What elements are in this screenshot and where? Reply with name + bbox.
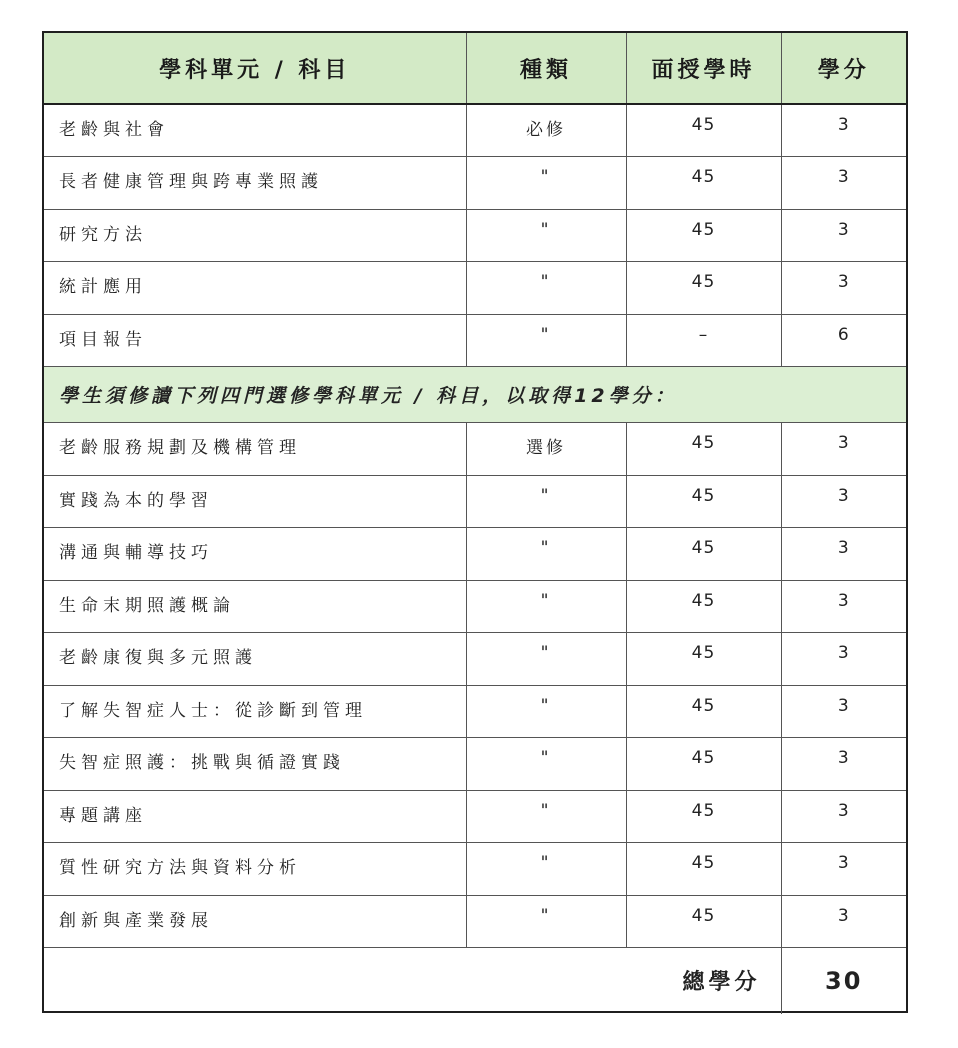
table-body <box>44 104 906 1014</box>
table-row <box>44 528 906 581</box>
subject-hours: 45 <box>626 895 781 948</box>
subject-hours: 45 <box>626 209 781 262</box>
subject-name: 創新與產業發展 <box>44 895 466 948</box>
subject-credits: 3 <box>781 790 906 843</box>
header-contact-hours: 面授學時 <box>626 33 781 104</box>
table-row <box>44 104 906 157</box>
subject-type: " <box>466 895 626 948</box>
table-row <box>44 738 906 791</box>
subject-credits: 3 <box>781 685 906 738</box>
credit-table-container <box>42 31 908 1013</box>
header-credits: 學分 <box>781 33 906 104</box>
subject-credits: 3 <box>781 528 906 581</box>
header-type: 種類 <box>466 33 626 104</box>
subject-name: 了解失智症人士：從診斷到管理 <box>44 685 466 738</box>
subject-credits: 3 <box>781 209 906 262</box>
table-row <box>44 790 906 843</box>
subject-credits: 3 <box>781 157 906 210</box>
table-row <box>44 475 906 528</box>
subject-type: 選修 <box>466 423 626 476</box>
elective-section-heading: 學生須修讀下列四門選修學科單元 / 科目，以取得12學分： <box>44 367 906 423</box>
table-row <box>44 157 906 210</box>
table-header-row <box>44 33 906 104</box>
subject-credits: 3 <box>781 738 906 791</box>
subject-name: 生命末期照護概論 <box>44 580 466 633</box>
subject-type: " <box>466 209 626 262</box>
subject-type: " <box>466 157 626 210</box>
table-row <box>44 843 906 896</box>
subject-name: 失智症照護：挑戰與循證實踐 <box>44 738 466 791</box>
subject-credits: 3 <box>781 104 906 157</box>
subject-hours: 45 <box>626 104 781 157</box>
subject-credits: 3 <box>781 475 906 528</box>
subject-hours: 45 <box>626 580 781 633</box>
subject-hours: 45 <box>626 262 781 315</box>
course-credit-table <box>44 33 906 1014</box>
subject-type: " <box>466 738 626 791</box>
elective-section-row <box>44 367 906 423</box>
header-subject: 學科單元 / 科目 <box>44 33 466 104</box>
subject-name: 研究方法 <box>44 209 466 262</box>
subject-name: 質性研究方法與資料分析 <box>44 843 466 896</box>
table-row <box>44 314 906 367</box>
subject-hours: 45 <box>626 685 781 738</box>
table-row <box>44 209 906 262</box>
subject-name: 溝通與輔導技巧 <box>44 528 466 581</box>
subject-credits: 3 <box>781 423 906 476</box>
subject-name: 老齡康復與多元照護 <box>44 633 466 686</box>
subject-type: " <box>466 314 626 367</box>
subject-name: 實踐為本的學習 <box>44 475 466 528</box>
subject-credits: 3 <box>781 580 906 633</box>
subject-type: " <box>466 685 626 738</box>
subject-type: " <box>466 790 626 843</box>
table-row <box>44 262 906 315</box>
subject-hours: 45 <box>626 528 781 581</box>
subject-name: 項目報告 <box>44 314 466 367</box>
subject-name: 長者健康管理與跨專業照護 <box>44 157 466 210</box>
subject-hours: – <box>626 314 781 367</box>
subject-hours: 45 <box>626 475 781 528</box>
subject-credits: 3 <box>781 843 906 896</box>
subject-hours: 45 <box>626 633 781 686</box>
total-row <box>44 948 906 1014</box>
subject-credits: 3 <box>781 895 906 948</box>
subject-type: " <box>466 633 626 686</box>
subject-name: 老齡與社會 <box>44 104 466 157</box>
subject-name: 統計應用 <box>44 262 466 315</box>
table-row <box>44 580 906 633</box>
subject-credits: 3 <box>781 633 906 686</box>
subject-type: " <box>466 580 626 633</box>
subject-type: " <box>466 475 626 528</box>
subject-name: 老齡服務規劃及機構管理 <box>44 423 466 476</box>
subject-hours: 45 <box>626 157 781 210</box>
table-row <box>44 633 906 686</box>
subject-credits: 6 <box>781 314 906 367</box>
total-credits-value: 30 <box>781 948 906 1014</box>
subject-hours: 45 <box>626 423 781 476</box>
subject-type: 必修 <box>466 104 626 157</box>
table-row <box>44 423 906 476</box>
table-row <box>44 895 906 948</box>
subject-hours: 45 <box>626 843 781 896</box>
subject-type: " <box>466 528 626 581</box>
subject-hours: 45 <box>626 738 781 791</box>
subject-type: " <box>466 262 626 315</box>
subject-credits: 3 <box>781 262 906 315</box>
table-row <box>44 685 906 738</box>
total-credits-label: 總學分 <box>44 948 781 1014</box>
subject-name: 專題講座 <box>44 790 466 843</box>
subject-hours: 45 <box>626 790 781 843</box>
subject-type: " <box>466 843 626 896</box>
